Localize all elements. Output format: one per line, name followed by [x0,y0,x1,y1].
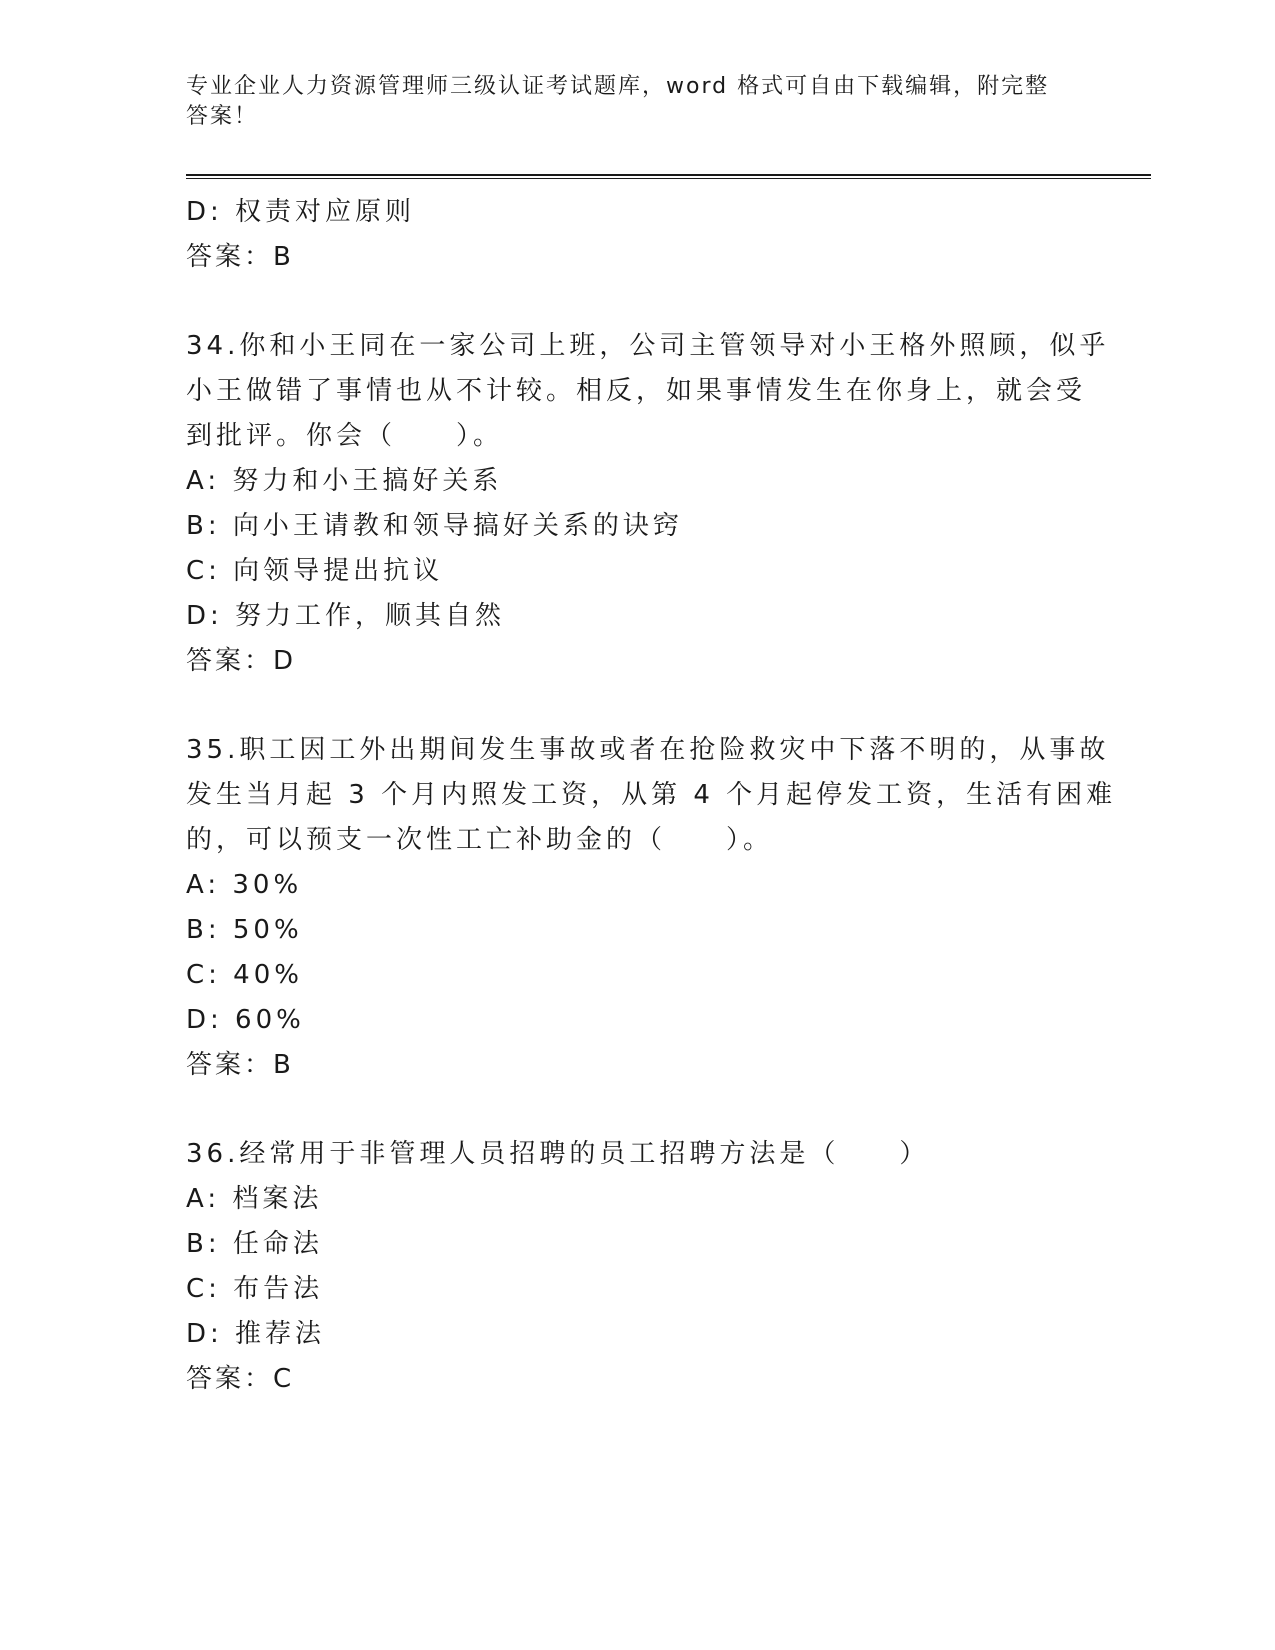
question-stem-line: 35.职工因工外出期间发生事故或者在抢险救灾中下落不明的，从事故 [186,735,1110,765]
option-a: A: 档案法 [186,1184,323,1214]
question-33 [186,190,1086,280]
question-list [186,190,1117,1402]
question-stem-line: 小王做错了事情也从不计较。相反，如果事情发生在你身上，就会受 [186,376,1087,406]
option-b: B: 向小王请教和领导搞好关系的诀窍 [186,511,683,541]
question-stem-line: 的，可以预支一次性工亡补助金的（ ）。 [186,825,774,855]
question-stem-line: 36.经常用于非管理人员招聘的员工招聘方法是（ ） [186,1139,930,1169]
option-d: D: 努力工作，顺其自然 [186,601,506,631]
question-36 [186,1132,1086,1402]
answer-label: 答案：D [186,646,297,676]
question-stem-line: 34.你和小王同在一家公司上班，公司主管领导对小王格外照顾，似乎 [186,331,1110,361]
option-a: A: 努力和小王搞好关系 [186,466,503,496]
answer-label: 答案：B [186,242,294,272]
answer-label: 答案：C [186,1364,295,1394]
option-b: B: 任命法 [186,1229,323,1259]
option-c: C: 40% [186,960,303,990]
header-line-2: 答案！ [186,104,259,129]
option-c: C: 布告法 [186,1274,324,1304]
option-d: D: 推荐法 [186,1319,326,1349]
answer-label: 答案：B [186,1050,294,1080]
option-d: D: 60% [186,1005,305,1035]
option-d: D: 权责对应原则 [186,197,416,227]
option-b: B: 50% [186,915,303,945]
question-35 [186,728,1117,1088]
header-line-1: 专业企业人力资源管理师三级认证考试题库，word 格式可自由下载编辑，附完整 [186,74,1050,99]
question-34 [186,324,1110,684]
header-divider [186,174,1151,179]
option-c: C: 向领导提出抗议 [186,556,444,586]
option-a: A: 30% [186,870,303,900]
page-header [186,72,1066,132]
question-stem-line: 发生当月起 3 个月内照发工资，从第 4 个月起停发工资，生活有困难 [186,780,1117,810]
question-stem-line: 到批评。你会（ ）。 [186,421,504,451]
